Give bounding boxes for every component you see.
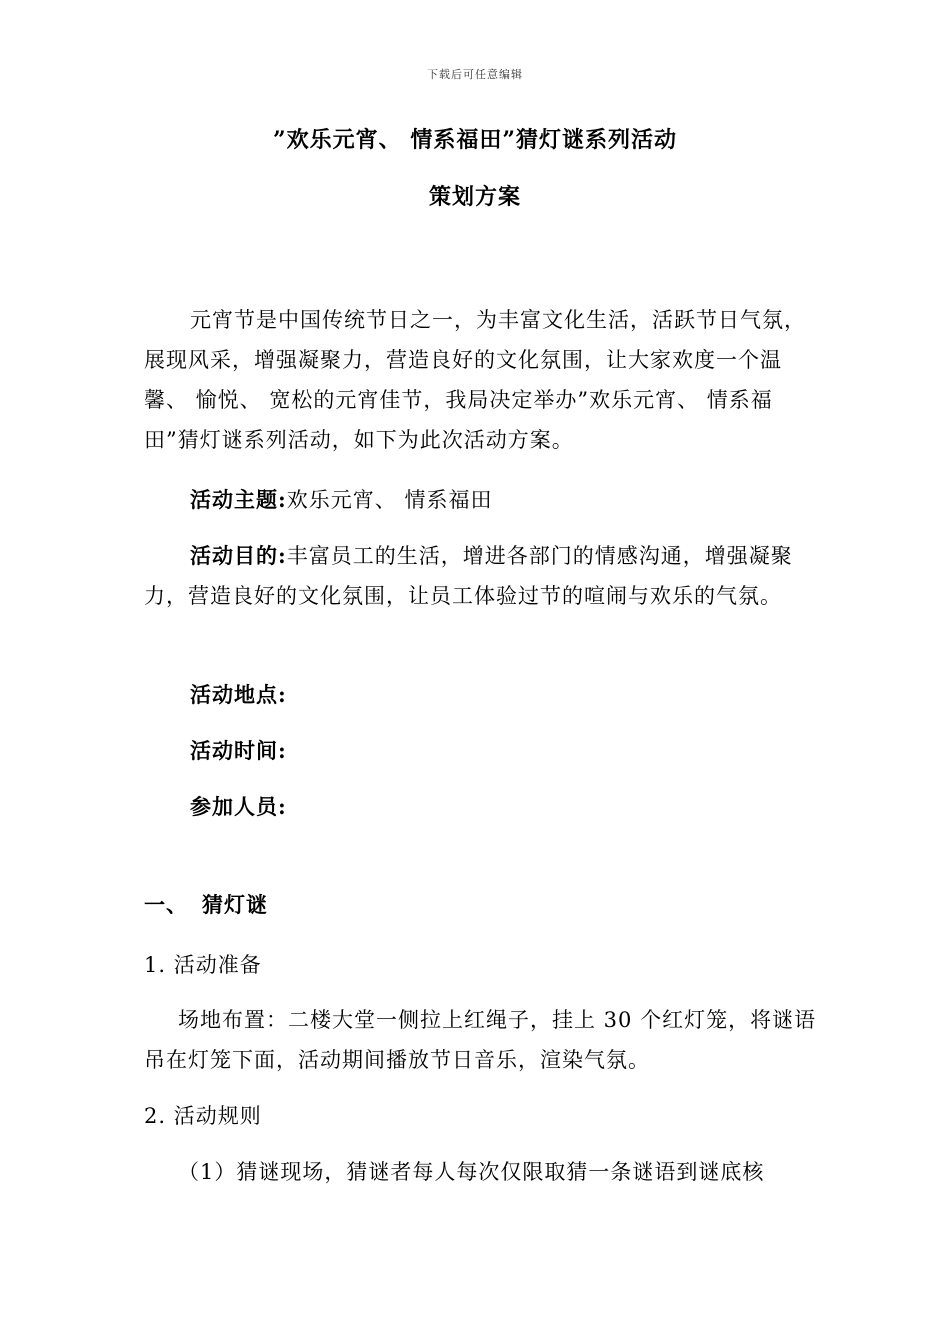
- section-title: 猜灯谜: [202, 892, 268, 917]
- section-heading: [144, 889, 268, 919]
- document-subtitle: 策划方案: [428, 184, 521, 210]
- theme-label: 活动主题:: [190, 487, 287, 512]
- time-paragraph: [144, 731, 824, 771]
- venue-paragraph: 场地布置：二楼大堂一侧拉上红绳子，挂上 30 个红灯笼，将谜语吊在灯笼下面，活动期间播放节日音乐，渲染气氛。: [144, 1008, 817, 1072]
- participants-label: 参加人员:: [190, 794, 287, 819]
- theme-value: 欢乐元宵、 情系福田: [286, 488, 493, 512]
- purpose-value: 丰富员工的生活，增进各部门的情感沟通，增强凝聚力，营造良好的文化氛围，让员工体验过节的喧闹与欢乐的气氛。: [144, 544, 793, 608]
- purpose-paragraph: [144, 536, 824, 616]
- time-label: 活动时间:: [190, 738, 287, 763]
- theme-paragraph: [144, 480, 824, 520]
- purpose-label: 活动目的:: [190, 543, 287, 568]
- document-title: ”欢乐元宵、 情系福田”猜灯谜系列活动: [273, 127, 677, 153]
- rule-paragraph: （1）猜谜现场，猜谜者每人每次仅限取猜一条谜语到谜底核: [178, 1160, 765, 1184]
- intro-paragraph: 元宵节是中国传统节日之一，为丰富文化生活，活跃节日气氛，展现风采，增强凝聚力，营造良好的文化氛围，让大家欢度一个温馨、 愉悦、 宽松的元宵佳节，我局决定举办”欢乐元宵、 情系福田”猜灯谜系列活动，如下为此次活动方案。: [144, 308, 806, 452]
- section-number: 一、: [144, 892, 188, 917]
- location-label: 活动地点:: [190, 682, 287, 707]
- participants-paragraph: [144, 787, 824, 827]
- location-paragraph: [144, 675, 824, 715]
- header-note: 下载后可任意编辑: [427, 68, 523, 81]
- subsection-heading-preparation: 1. 活动准备: [144, 953, 262, 977]
- subsection-heading-rules: 2. 活动规则: [144, 1104, 262, 1128]
